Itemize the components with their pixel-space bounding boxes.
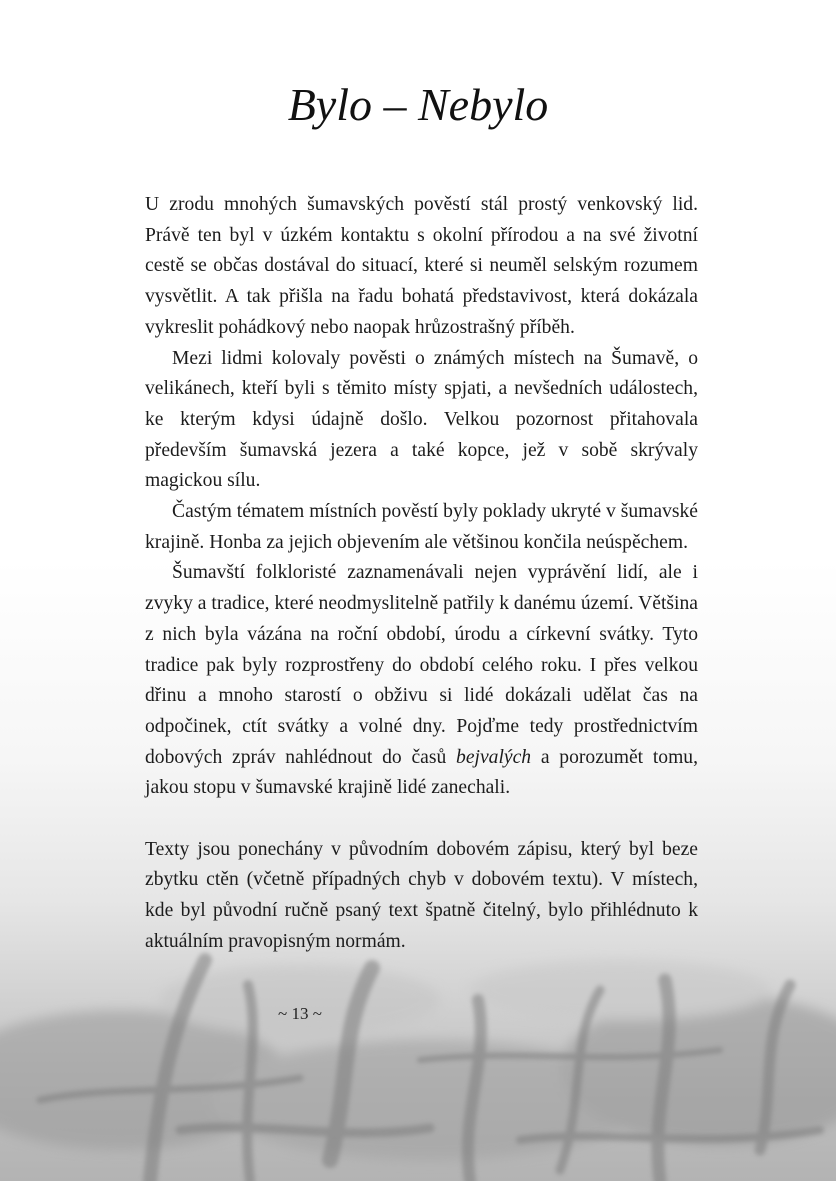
page-title: Bylo – Nebylo <box>287 79 549 130</box>
paragraph-text: Šumavští folkloristé zaznamenávali nejen vyprávění lidí, ale i zvyky a tradice, které neodmyslitelně patřily k danému území. Většina z nich byla vázána na roční období, úrodu a církevní svátky. Tyto tradice pak byly rozprostřeny do období celého roku. I přes velkou dřinu a mnoho starostí o obživu si lidé dokázali udělat čas na odpočinek, ctít svátky a volné dny. Pojďme tedy prostřednictvím dobových zpráv nahlédnout do časů <box>145 562 698 768</box>
paragraph-text: a porozumět tomu, jakou stopu v šumavské krajině lidé zanechali. <box>145 746 699 799</box>
paragraph: U zrodu mnohých šumavských pověstí stál prostý venkovský lid. Právě ten byl v úzkém kontaktu s okolní přírodou a na své životní cestě se občas dostával do situací, které si neuměl selským rozumem vysvětlit. A tak přišla na řadu bohatá představivost, která dokázala vykreslit pohádkový nebo naopak hrůzostrašný příběh. <box>145 194 698 338</box>
paragraph <box>145 558 698 804</box>
paragraph: Častým tématem místních pověstí byly poklady ukryté v šumavské krajině. Honba za jejich objevením ale většinou končila neúspěchem. <box>145 501 698 553</box>
page-number: ~ 13 ~ <box>278 1004 322 1023</box>
body-text <box>145 190 698 958</box>
editorial-note: Texty jsou ponechány v původním dobovém zápisu, který byl beze zbytku ctěn (včetně případných chyb v dobovém textu). V místech, kde byl původní ručně psaný text špatně čitelný, bylo přihlédnuto k aktuálním pravopisným normám. <box>145 838 698 952</box>
emphasized-word: bejvalých <box>456 746 532 768</box>
paragraph: Mezi lidmi kolovaly pověsti o známých místech na Šumavě, o velikánech, kteří byli s těmito místy spjati, a nevšedních událostech, ke kterým kdysi údajně došlo. Velkou pozornost přitahovala především šumavská jezera a také kopce, jež v sobě skrývaly magickou sílu. <box>145 347 698 492</box>
